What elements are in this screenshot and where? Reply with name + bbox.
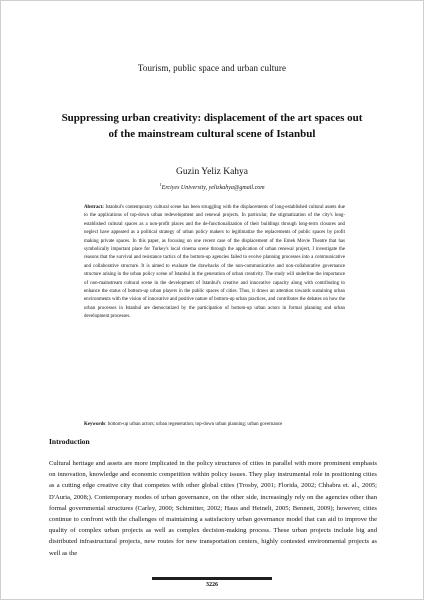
paper-title: Suppressing urban creativity: displacement of the art spaces out of the mainstream cultural scene of Istanbul xyxy=(61,112,363,140)
affiliation-text: Erciyes University, yelizkahya@gmail.com xyxy=(161,185,265,191)
abstract-block xyxy=(84,204,345,322)
affiliation-marker: 1 xyxy=(159,182,162,187)
keywords-text: : bottom-up urban actors; urban regeneration; top-down urban planning; urban governance xyxy=(105,422,283,427)
keywords-block xyxy=(84,421,345,428)
running-head: Tourism, public space and urban culture xyxy=(137,63,287,73)
abstract-label: Abstract: xyxy=(84,205,104,210)
page-number: 3226 xyxy=(206,582,218,588)
abstract-text: Istanbul's contemporary cultural scene has been struggling with the displacements of long-established cultural assets due to the applications of top-down urban redevelopment and renewal projects. In particular, the stigmatization of the city's long-established cultural spaces as a non-profit places and the de-functionalization of their buildings through long-term closures and neglect have appeared as a political strategy of urban policy makers to legitimatize the replacements of public spaces by profit making private spaces. In this paper, as focusing on one recent case of the displacement of the Emek Movie Theatre that has symbolically important place for Turkey's local cinema scene through the application of urban renewal project, I investigate the reasons that the survival and resistance tactics of the bottom-up agencies failed to evolve planning processes into a communicative and collaborative structure. It is aimed to evaluate the drawbacks of the non-communicative and non-collaborative governance structure arising in the urban policy scene of Istanbul in the generation of urban creativity. The study will underline the importance of non-mainstream cultural scene in the development of Istanbul's creative and innovative capacity along with contributing to enhance the status of bottom-up urban players in the public spaces of cities. Thus, it draws an attention towards sustaining urban environments with the vision of innovative and positive nature of bottom-up urban practices, and contributes the debates on how the urban processes in Istanbul are democratized by the participation of bottom-up urban actors in formal planning and urban development processes. xyxy=(84,205,345,320)
footer-rule xyxy=(152,577,272,580)
author-affiliation xyxy=(1,182,423,191)
author-name: Guzin Yeliz Kahya xyxy=(175,167,249,177)
keywords-label: Keywords xyxy=(84,422,106,427)
introduction-paragraph: Cultural heritage and assets are more implicated in the policy structures of cities in parallel with more prominent emphasis on innovation, knowledge and economic competition within policy issues. They play instrumental role in positioning cities as a cutting edge creative city that competes with other global cities (Trosby, 2001; Florida, 2002; Chhabra et. al., 2005; D'Auria, 2008;). Contemporary modes of urban governance, on the other side, increasingly rely on the agencies other than formal governmental structures (Carley, 2000; Schimitter, 2002; Haus and Heinelt, 2005; Bennett, 2009); however, cities continue to confront with the challenges of maintaining a satisfactory urban governance model that can aid to improve the quality of complex urban projects as well as complex decision-making process. These urban projects include big and distributed infrastructural projects, new routes for new transportation centers, highly contested environmental projects as well as the xyxy=(49,460,377,557)
introduction-heading: Introduction xyxy=(49,437,90,446)
